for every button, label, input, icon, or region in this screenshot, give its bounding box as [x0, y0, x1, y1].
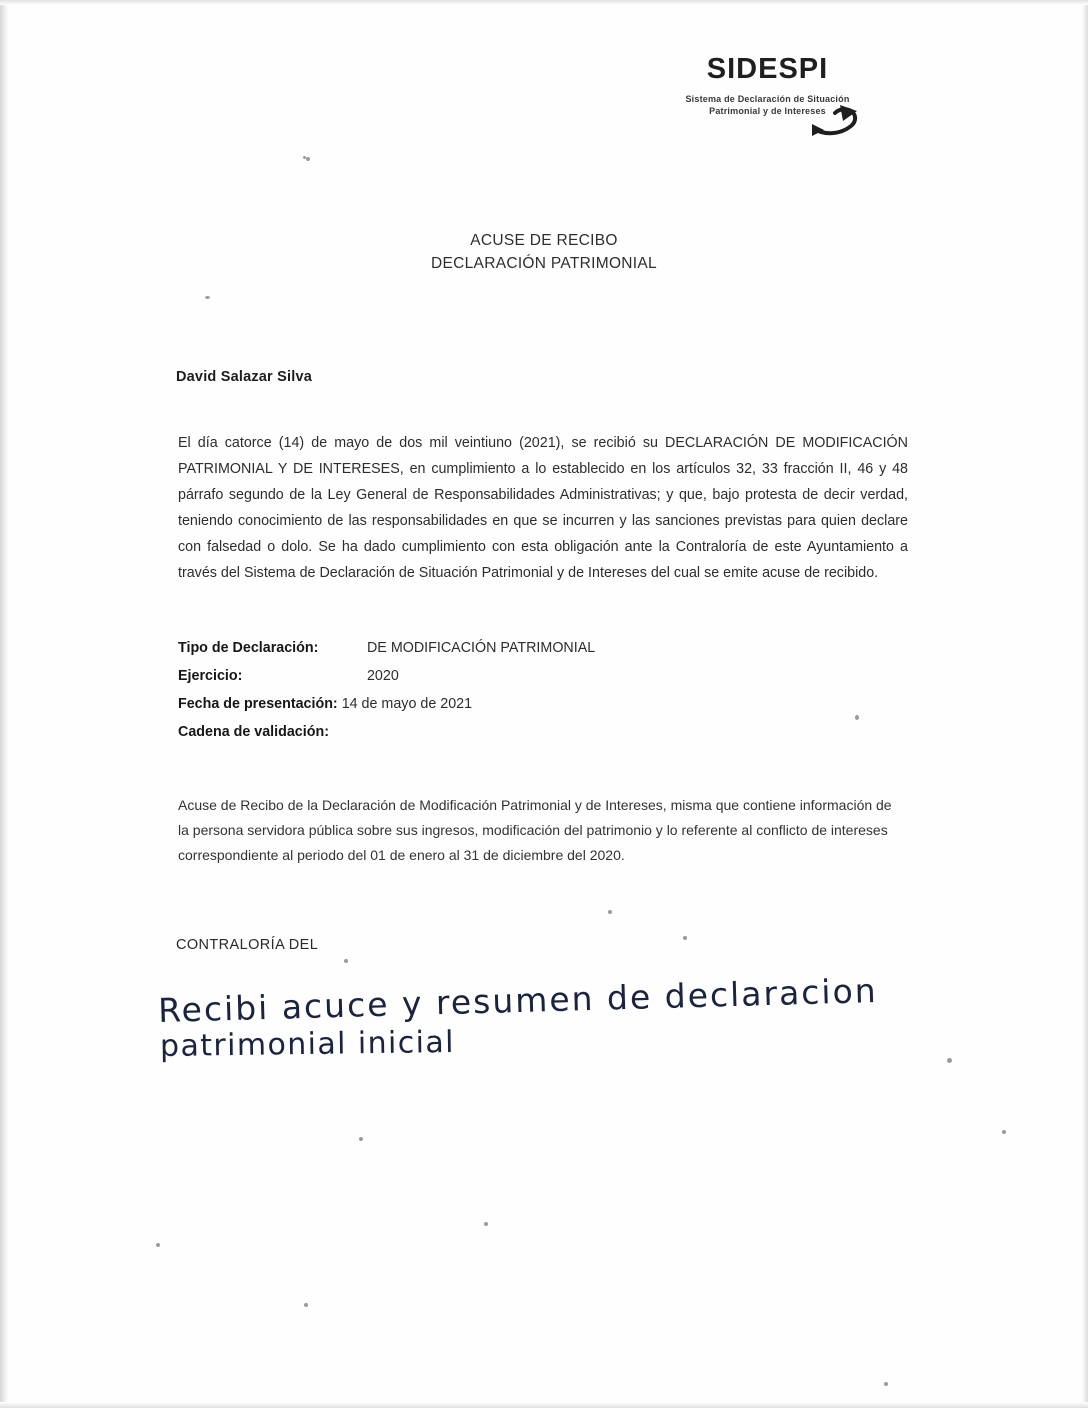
scan-edge-right [1081, 0, 1088, 1408]
field-value-ejercicio: 2020 [366, 668, 399, 684]
signature-heading: CONTRALORÍA DEL [176, 937, 319, 953]
field-row [178, 662, 778, 690]
scan-speck [344, 959, 348, 963]
field-row [178, 718, 778, 746]
scan-speck [306, 157, 310, 161]
field-label-cadena: Cadena de validación: [178, 724, 329, 740]
sidespi-logo [660, 52, 875, 117]
handwritten-line-1: Recibi acuce y resumen de declaracion [157, 970, 879, 1031]
declaration-fields [178, 634, 778, 746]
handwritten-annotation [152, 970, 912, 1085]
scan-speck [608, 910, 612, 914]
field-label-fecha: Fecha de presentación: [178, 696, 338, 712]
page-title-line1: ACUSE DE RECIBO [470, 232, 618, 249]
page-title-line2: DECLARACIÓN PATRIMONIAL [431, 255, 657, 272]
handwritten-line-2: patrimonial inicial [159, 1024, 456, 1065]
recipient-name: David Salazar Silva [176, 369, 312, 385]
scan-speck [156, 1243, 160, 1247]
scan-edge-left [0, 0, 9, 1408]
scan-speck [484, 1222, 488, 1226]
swoosh-arrow-icon [810, 102, 868, 148]
field-row [178, 634, 778, 662]
scan-speck [947, 1058, 952, 1063]
scan-speck [303, 156, 306, 159]
field-value-fecha: 14 de mayo de 2021 [341, 696, 473, 712]
logo-wordmark: SIDESPI [706, 53, 829, 85]
scan-edge-top [0, 0, 1088, 5]
field-label-ejercicio: Ejercicio: [178, 668, 243, 684]
logo-subtitle-line2: Patrimonial y de Intereses [709, 106, 826, 116]
scan-speck [205, 296, 210, 299]
page-title [0, 229, 1088, 275]
scan-speck [304, 1303, 308, 1307]
field-row [178, 690, 778, 718]
scan-edge-bottom [0, 1402, 1088, 1408]
logo-subtitle-line1: Sistema de Declaración de Situación [685, 94, 850, 104]
scan-speck [1002, 1130, 1006, 1134]
scan-speck [359, 1137, 363, 1141]
field-label-tipo: Tipo de Declaración: [178, 640, 319, 656]
scan-speck [884, 1382, 888, 1386]
note-paragraph: Acuse de Recibo de la Declaración de Modificación Patrimonial y de Intereses, misma que contiene información de la persona servidora pública sobre sus ingresos, modificación del patrimonio y lo referente al conflicto de intereses correspondiente al periodo del 01 de enero al 31 de diciembre del 2020. [178, 797, 892, 863]
body-paragraph: El día catorce (14) de mayo de dos mil veintiuno (2021), se recibió su DECLARACIÓN DE MODIFICACIÓN PATRIMONIAL Y DE INTERESES, en cumplimiento a lo establecido en los artículos 32, 33 fracción II, 46 y 48 párrafo segundo de la Ley General de Responsabilidades Administrativas; y que, bajo protesta de decir verdad, teniendo conocimiento de las responsabilidades en que se incurren y las sanciones previstas para quien declare con falsedad o dolo. Se ha dado cumplimiento con esta obligación ante la Contraloría de este Ayuntamiento a través del Sistema de Declaración de Situación Patrimonial y de Intereses del cual se emite acuse de recibido. [178, 435, 908, 581]
scan-speck [855, 715, 859, 720]
scan-speck [683, 936, 687, 940]
field-value-tipo: DE MODIFICACIÓN PATRIMONIAL [366, 640, 596, 656]
